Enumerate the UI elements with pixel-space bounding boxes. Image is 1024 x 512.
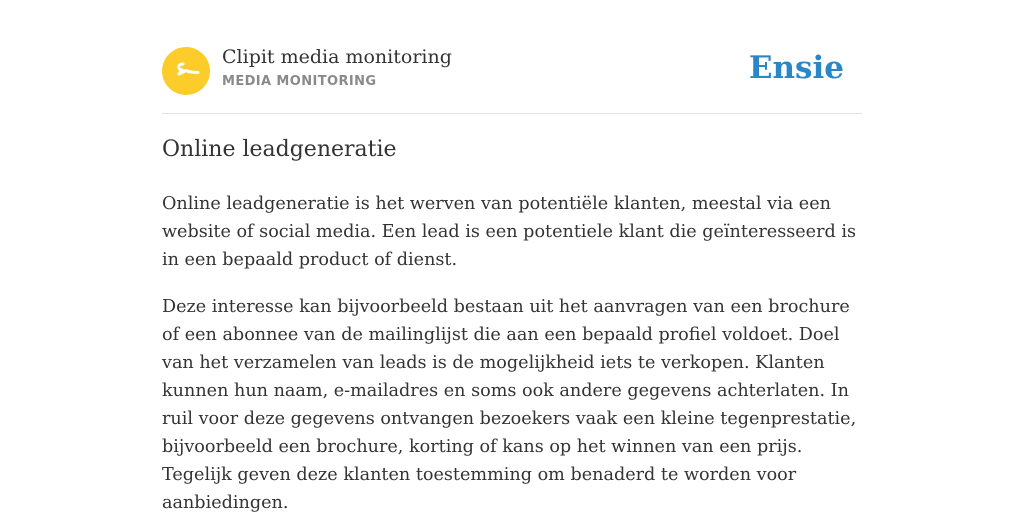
article-paragraph: Deze interesse kan bijvoorbeeld bestaan uit het aanvragen van een brochure of een abonnee van de mailinglijst die aan een bepaald profiel voldoet. Doel van het verzamelen van leads is de mogelijkheid iets te verkopen. Klanten kunnen hun naam, e-mailadres en soms ook andere gegevens achterlaten. In ruil voor deze gegevens ontvangen bezoekers vaak een kleine tegenprestatie, bijvoorbeeld een brochure, korting of kans op het winnen van een prijs. Tegelijk geven deze klanten toestemming om benaderd te worden voor aanbiedingen.: [162, 297, 857, 512]
brand-logo[interactable]: Ensie: [748, 50, 844, 86]
article-body: [162, 190, 867, 512]
avatar[interactable]: [162, 47, 210, 95]
article-paragraph: Online leadgeneratie is het werven van potentiële klanten, meestal via een website of social media. Een lead is een potentiele klant die geïnteresseerd is in een bepaald product of dienst.: [162, 194, 856, 270]
author-name[interactable]: Clipit media monitoring: [222, 46, 452, 68]
header: [162, 40, 862, 114]
speech-bubble-icon: [171, 60, 201, 82]
article-title: Online leadgeneratie: [162, 137, 397, 162]
author-category: MEDIA MONITORING: [222, 74, 377, 89]
